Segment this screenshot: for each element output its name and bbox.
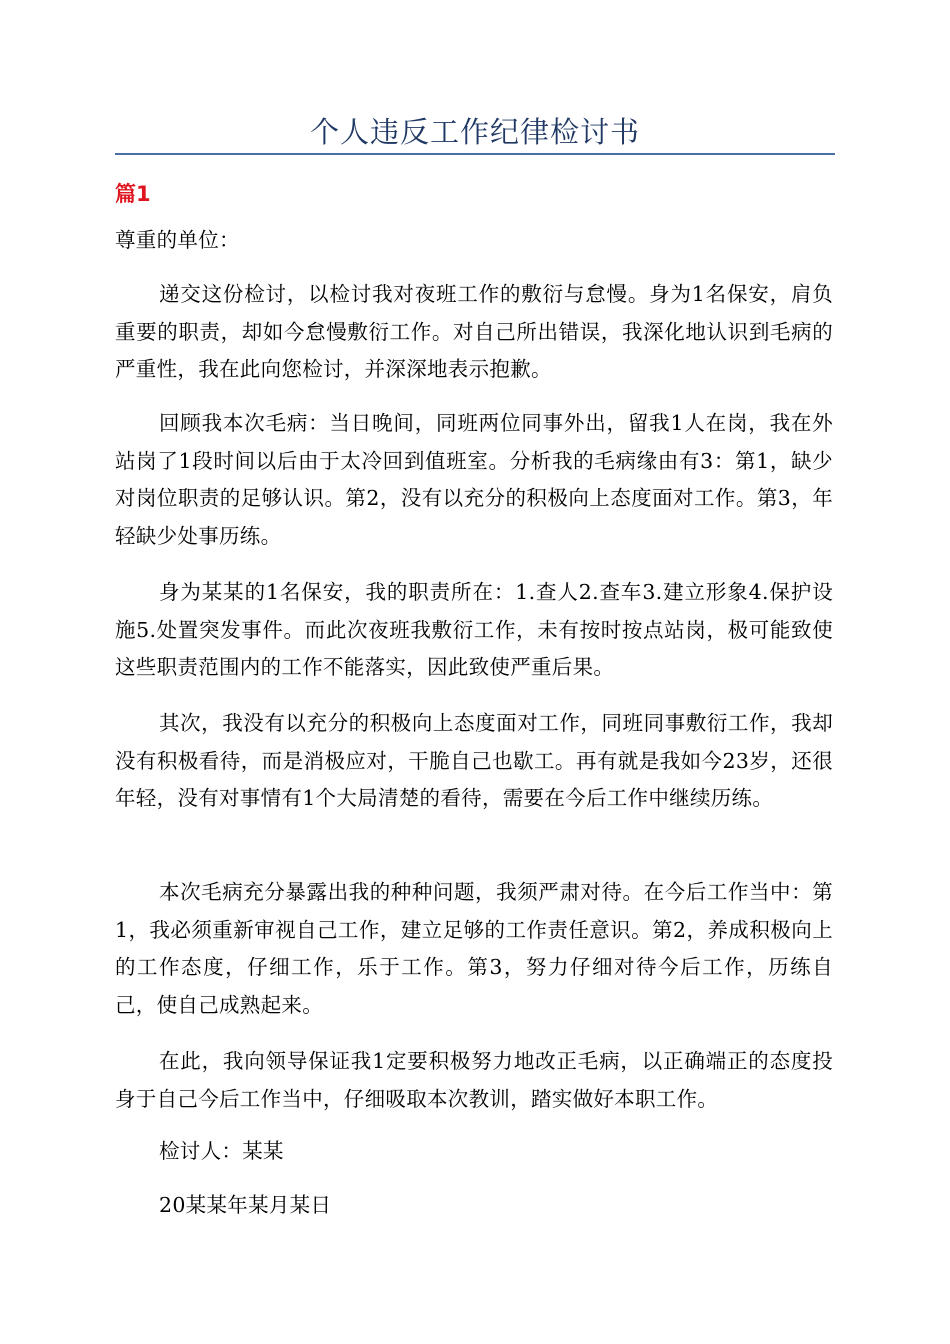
- title-divider: [115, 153, 835, 155]
- paragraph-5: 本次毛病充分暴露出我的种种问题，我须严肃对待。在今后工作当中：第1，我必须重新审视自己工作，建立足够的工作责任意识。第2，养成积极向上的工作态度，仔细工作，乐于工作。第3，努力仔细对待今后工作，历练自己，使自己成熟起来。: [115, 880, 833, 1017]
- paragraph-4: 其次，我没有以充分的积极向上态度面对工作，同班同事敷衍工作，我却没有积极看待，而是消极应对，干脆自己也歇工。再有就是我如今23岁，还很年轻，没有对事情有1个大局清楚的看待，需要在今后工作中继续历练。: [115, 711, 833, 810]
- section-heading: 篇1: [115, 182, 151, 206]
- paragraph-2: 回顾我本次毛病：当日晚间，同班两位同事外出，留我1人在岗，我在外站岗了1段时间以后由于太冷回到值班室。分析我的毛病缘由有3：第1，缺少对岗位职责的足够认识。第2，没有以充分的积极向上态度面对工作。第3，年轻缺少处事历练。: [115, 411, 833, 548]
- paragraph-6: 在此，我向领导保证我1定要积极努力地改正毛病，以正确端正的态度投身于自己今后工作当中，仔细吸取本次教训，踏实做好本职工作。: [115, 1049, 833, 1111]
- salutation: 尊重的单位：: [115, 228, 240, 252]
- document-title: 个人违反工作纪律检讨书: [309, 115, 640, 149]
- paragraph-3: 身为某某的1名保安，我的职责所在：1.查人2.查车3.建立形象4.保护设施5.处置突发事件。而此次夜班我敷衍工作，未有按时按点站岗，极可能致使这些职责范围内的工作不能落实，因此致使严重后果。: [115, 580, 833, 679]
- paragraph-1: 递交这份检讨，以检讨我对夜班工作的敷衍与怠慢。身为1名保安，肩负重要的职责，却如今怠慢敷衍工作。对自己所出错误，我深化地认识到毛病的严重性，我在此向您检讨，并深深地表示抱歉。: [115, 282, 833, 381]
- date-line: 20某某年某月某日: [159, 1193, 332, 1217]
- signer-line: 检讨人：某某: [159, 1139, 284, 1163]
